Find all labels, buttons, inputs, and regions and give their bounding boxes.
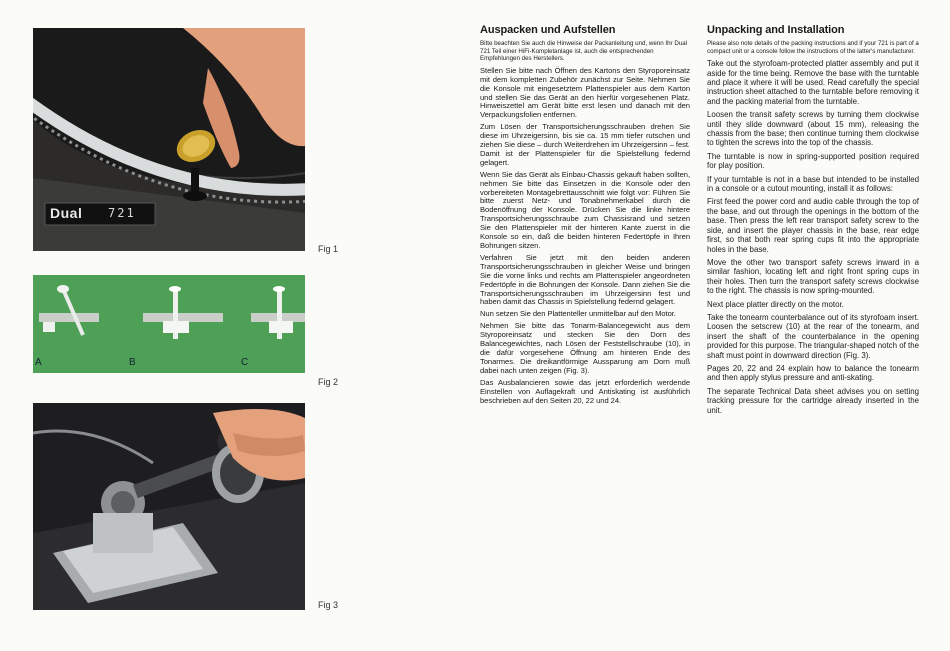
german-text-column <box>480 24 690 408</box>
english-paragraph: Next place platter directly on the motor. <box>707 299 844 309</box>
english-paragraph: Move the other two transport safety screws inward in a similar fashion, locating left and right front spring cups in their holes. Then turn the transport safety screws clockwise to the right. The chassis is now spring-mounted. <box>707 257 919 296</box>
figure-3-caption: Fig 3 <box>318 600 339 610</box>
english-paragraph: Pages 20, 22 and 24 explain how to balance the tonearm and then apply stylus pressure and anti-skating. <box>707 363 919 383</box>
english-heading: Unpacking and Installation <box>707 24 845 36</box>
fig1-logo-text: Dual <box>50 205 83 221</box>
fig1-model-text: 721 <box>108 206 136 220</box>
german-paragraph: Das Ausbalancieren sowie das jetzt erforderlich werdende Einstellen von Auflagekraft und Antiskating ist ausführlich beschrieben auf den Seiten 20, 22 und 24. <box>480 377 690 405</box>
english-paragraph: First feed the power cord and audio cable through the top of the base, and out through the openings in the bottom of the base. Then press the left rear transport safety screw to the side, and insert the player chassis in the base, rear edge first, so that both rear spring cups fit into the appropriate holes in the base. <box>707 197 919 254</box>
fig2-label-b: B <box>129 357 136 368</box>
english-paragraph: Take the tonearm counterbalance out of its styrofoam insert. Loosen the setscrew (10) at the rear of the tonearm, and insert the shaft of the counterbalance in the opening provided for this purpose. The triangular-shaped notch of the shaft must point in downward direction (Fig. 3). <box>707 312 919 360</box>
figure-2-screw-diagram <box>33 275 305 373</box>
german-paragraph: Nun setzen Sie den Plattenteller unmittelbar auf den Motor. <box>480 309 676 319</box>
figure-2-caption: Fig 2 <box>318 377 339 387</box>
fig2-label-c: C <box>241 357 249 368</box>
english-paragraph: The turntable is now in spring-supported position required for play position. <box>707 151 919 171</box>
figure-1-caption: Fig 1 <box>318 244 339 254</box>
fig2-label-a: A <box>35 357 42 368</box>
german-paragraph: Zum Lösen der Transportsicherungsschrauben drehen Sie diese im Uhrzeigersinn, bis sie ca. 15 mm tiefer rutschen und ziehen Sie diese – durch Weiterdrehen im Uhrzeigersinn – fest. Damit ist der Plattenspieler für die Spielstellung federnd gelagert. <box>480 122 690 167</box>
english-paragraph: If your turntable is not in a base but intended to be installed in a console or a cutout mounting, install it as follows: <box>707 174 919 194</box>
figure-3-tonearm-photo <box>33 403 305 610</box>
german-paragraph: Verfahren Sie jetzt mit den beiden anderen Transportsicherungsschrauben in gleicher Weise und bringen Sie die vorne links und rechts am Plattenspieler angeordneten Federtöpfe in die Bohrungen der Konsole. Dann ziehen Sie die Transportsicherungsschrauben im Uhrzeigersinn fest und haben damit das Chassis in Spielstellung federnd gelagert. <box>480 252 690 307</box>
german-paragraph: Nehmen Sie bitte das Tonarm-Balancegewicht aus dem Styroporeinsatz und stecken Sie den Dorn des Balancegewichtes, nach Lösen der Feststellschraube (10), in die dafür vorgesehene Öffnung am hinteren Ende des Tonarmes. Die dreikantförmige Aussparung am Dorn muß dabei nach unten zeigen (Fig. 3). <box>480 321 690 375</box>
figure-1-turntable-photo <box>33 28 305 251</box>
english-paragraph: The separate Technical Data sheet advises you on setting tracking pressure for the cartridge already inserted in the unit. <box>707 386 919 415</box>
english-text-column <box>707 24 919 419</box>
german-intro: Bitte beachten Sie auch die Hinweise der Packanleitung und, wenn Ihr Dual 721 Teil einer HiFi-Kompletanlage ist, auch die entsprechenden Empfehlungen des Herstellers. <box>480 40 688 63</box>
german-heading: Auspacken und Aufstellen <box>480 24 616 36</box>
english-intro: Please also note details of the packing instructions and if your 721 is part of a compact unit or a console follow the instructions of the latter's manufacturer. <box>707 40 919 55</box>
english-paragraph: Loosen the transit safety screws by turning them clockwise until they slide downward (about 15 mm), releasing the chassis from the base; then continue turning them clockwise to tighten the screws into the top of the chassis. <box>707 110 919 148</box>
english-paragraph: Take out the styrofoam-protected platter assembly and put it aside for the time being. Remove the base with the turntable and place it where it will be used. Read carefully the special instruction sheet attached to the turntable before removing it and the packing material from the turntable. <box>707 59 919 106</box>
german-paragraph: Wenn Sie das Gerät als Einbau-Chassis gekauft haben sollten, nehmen Sie bitte das Einsetzen in die Konsole oder den vorbereiteten Montagebrettausschnitt wie folgt vor: Führen Sie bitte zuerst Netz- und Tonabnehmerkabel durch die Bodenöffnung der Konsole. Drücken Sie die linke hintere Transportsicherungsschraube zum Chassisrand und setzen Sie den Plattenspieler mit der hinteren Kante zuerst in die Konsole so ein, daß die beiden hinteren Federtöpfe in Ihren Bohrungen sitzen. <box>480 169 690 250</box>
german-paragraph: Stellen Sie bitte nach Öffnen des Kartons den Styroporeinsatz mit dem kompletten Zubehör zunächst zur Seite. Nehmen Sie die Konsole mit eingesetztem Plattenspieler aus dem Karton und stellen Sie das Gerät an den hierfür vorgesehenen Platz. Hinweiszettel am Gerät bitte erst lesen und danach mit den Verpackungsfolien entfernen. <box>480 65 690 120</box>
